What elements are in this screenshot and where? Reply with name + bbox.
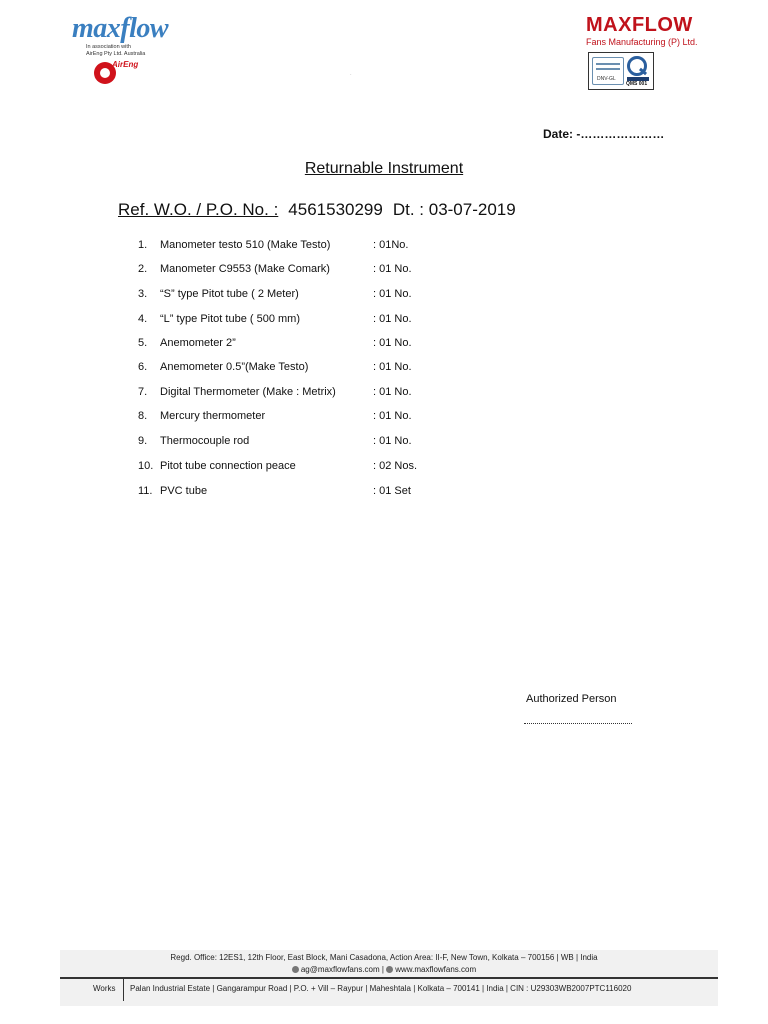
footer-website: www.maxflowfans.com bbox=[395, 965, 477, 974]
reference-number: 4561530299 bbox=[288, 200, 383, 219]
dnv-certificate-icon bbox=[592, 57, 624, 85]
document-title: Returnable Instrument bbox=[304, 160, 464, 177]
footer-divider bbox=[60, 977, 718, 979]
company-subtitle: Fans Manufacturing (P) Ltd. bbox=[586, 37, 698, 47]
dnv-label: DNV-GL bbox=[597, 76, 616, 82]
footer-works-label: Works bbox=[93, 984, 116, 993]
globe-icon bbox=[386, 966, 393, 973]
signature-line bbox=[524, 723, 632, 724]
logo-assoc-line2: AirEng Pty Ltd. Australia bbox=[86, 51, 146, 57]
authorized-person-label: Authorized Person bbox=[526, 693, 617, 705]
company-brand: MAXFLOW bbox=[586, 14, 693, 36]
email-icon bbox=[292, 966, 299, 973]
footer-office-address: Regd. Office: 12ES1, 12th Floor, East Block, Mani Casadona, Action Area: II-F, New Town, Kolkata – 700156 | WB | India bbox=[170, 953, 598, 962]
reference-line bbox=[118, 200, 516, 220]
footer-contact: ag@maxflowfans.com | www.maxflowfans.com bbox=[0, 965, 768, 974]
logo-brand-text: maxflow bbox=[72, 13, 169, 44]
logo-assoc-line1: In association with bbox=[86, 44, 131, 50]
maxflow-company-logo bbox=[586, 14, 706, 94]
header-dot: · bbox=[350, 72, 352, 78]
reference-date: Dt. : 03-07-2019 bbox=[392, 200, 516, 219]
aireng-text: AirEng bbox=[112, 60, 139, 69]
footer-email: ag@maxflowfans.com bbox=[300, 965, 380, 974]
maxflow-logo bbox=[72, 13, 169, 94]
footer-works-address: Palan Industrial Estate | Gangarampur Road | P.O. + Vill – Raypur | Maheshtala | Kolkata – 700141 | India | CIN : U29303WB2007PTC116020 bbox=[130, 984, 632, 993]
date-field: Date: -………………… bbox=[543, 127, 665, 141]
footer-vertical-divider bbox=[123, 978, 124, 1001]
aireng-circle-inner bbox=[100, 68, 110, 78]
aireng-logo bbox=[72, 60, 162, 84]
reference-label: Ref. W.O. / P.O. No. : bbox=[118, 200, 279, 219]
qms-label: QMS 001 bbox=[626, 81, 648, 87]
certification-badge bbox=[588, 52, 654, 90]
